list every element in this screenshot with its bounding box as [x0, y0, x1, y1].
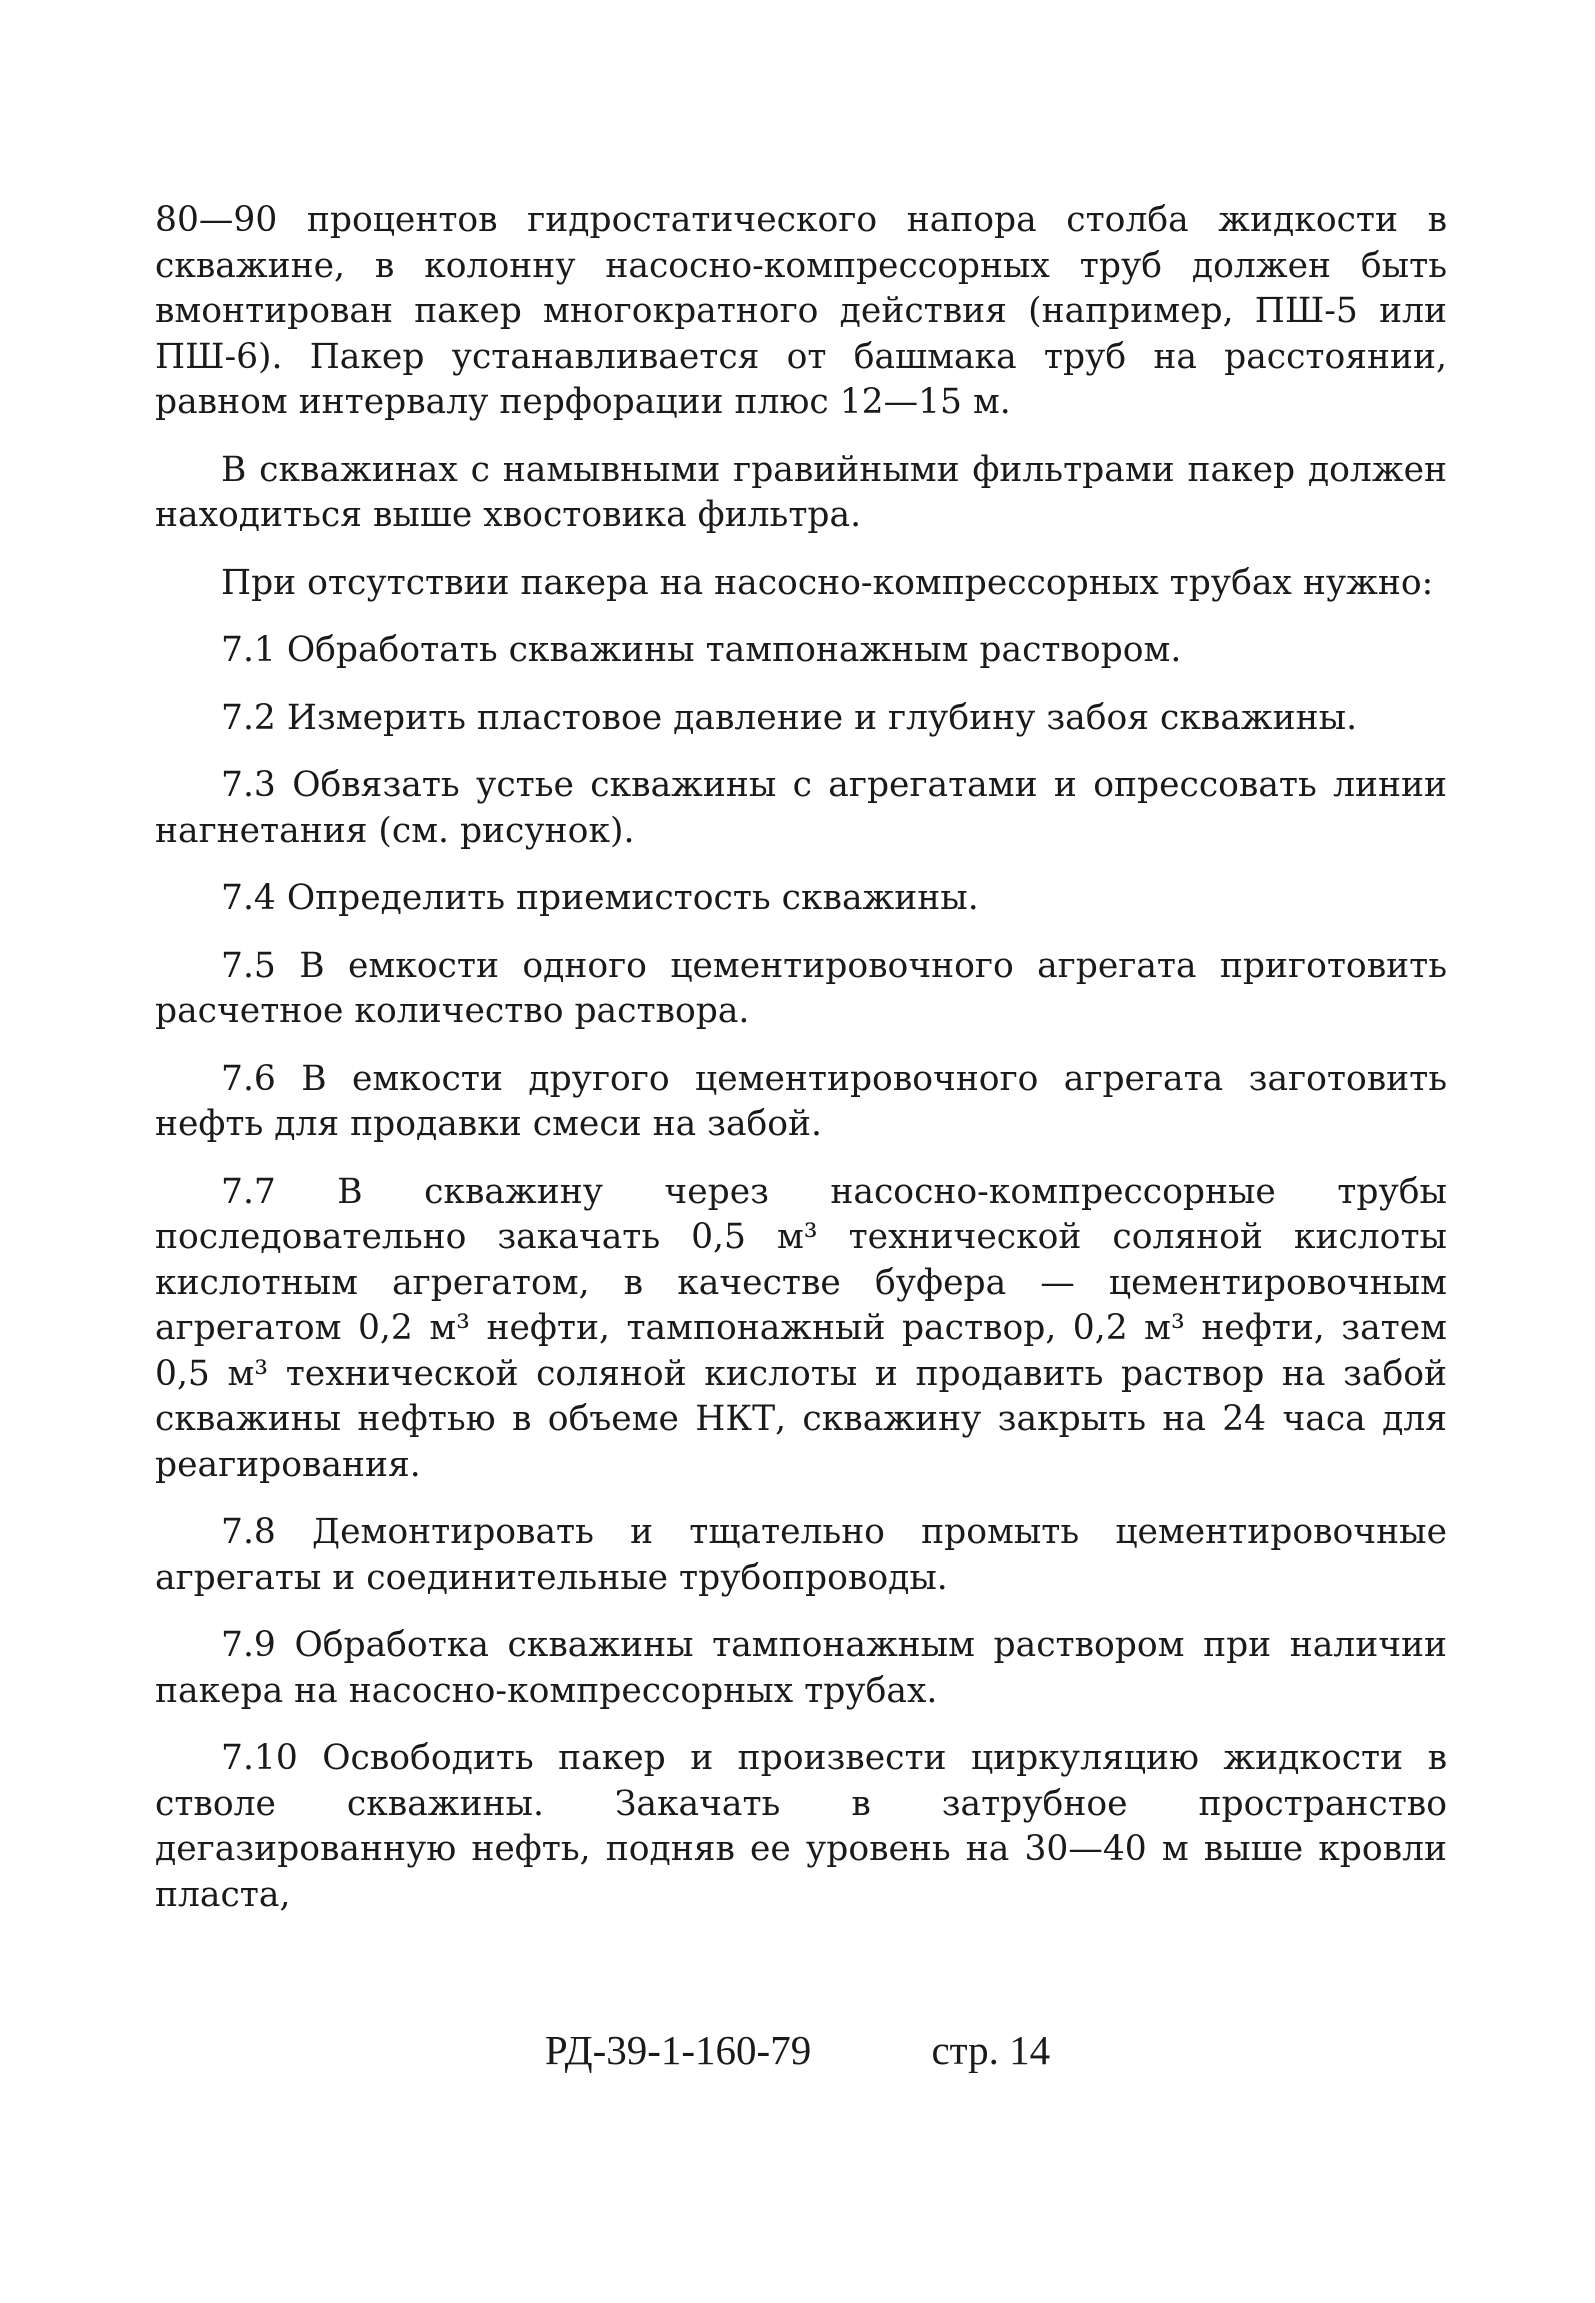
- paragraph-no-packer: При отсутствии пакера на насосно-компрессорных трубах нужно:: [221, 562, 1434, 603]
- item-7-10: 7.10 Освободить пакер и произвести циркуляцию жидкости в стволе скважины. Закачать в затрубное пространство дегазированную нефть, подняв ее уровень на 30—40 м выше кровли пласта,: [155, 1738, 1447, 1915]
- item-7-1: 7.1 Обработать скважины тампонажным раствором.: [221, 630, 1182, 670]
- item-7-2: 7.2 Измерить пластовое давление и глубину забоя скважины.: [221, 697, 1358, 738]
- item-7-6: 7.6 В емкости другого цементировочного агрегата заготовить нефть для продавки смеси на забой.: [155, 1058, 1447, 1144]
- item-7-9: 7.9 Обработка скважины тампонажным раствором при наличии пакера на насосно-компрессорных трубах.: [155, 1625, 1447, 1711]
- item-7-8: 7.8 Демонтировать и тщательно промыть цементировочные агрегаты и соединительные трубопроводы.: [155, 1512, 1447, 1598]
- item-7-7: 7.7 В скважину через насосно-компрессорные трубы последовательно закачать 0,5 м³ технической соляной кислоты кислотным агрегатом, в качестве буфера — цементировочным агрегатом 0,2 м³ нефти, тампонажный раствор, 0,2 м³ нефти, затем 0,5 м³ технической соляной кислоты и продавить раствор на забой скважины нефтью в объеме НКТ, скважину закрыть на 24 часа для реагирования.: [155, 1171, 1447, 1485]
- item-7-5: 7.5 В емкости одного цементировочного агрегата приготовить расчетное количество раствора.: [155, 945, 1447, 1031]
- page-number: стр. 14: [931, 2027, 1051, 2073]
- paragraph-continued: 80—90 процентов гидростатического напора столба жидкости в скважине, в колонну насосно-компрессорных труб должен быть вмонтирован пакер многократного действия (например, ПШ-5 или ПШ-6). Пакер устанавливается от башмака труб на расстоянии, равном интервалу перфорации плюс 12—15 м.: [155, 200, 1447, 422]
- page-body: [155, 198, 1447, 1940]
- item-7-4: 7.4 Определить приемистость скважины.: [221, 878, 979, 918]
- item-7-3: 7.3 Обвязать устье скважины с агрегатами и опрессовать линии нагнетания (см. рисунок).: [155, 765, 1447, 851]
- page-footer: [0, 2025, 1595, 2075]
- document-code: РД-39-1-160-79: [544, 2027, 812, 2073]
- paragraph-gravel-filters: В скважинах с намывными гравийными фильтрами пакер должен находиться выше хвостовика фильтра.: [155, 449, 1447, 535]
